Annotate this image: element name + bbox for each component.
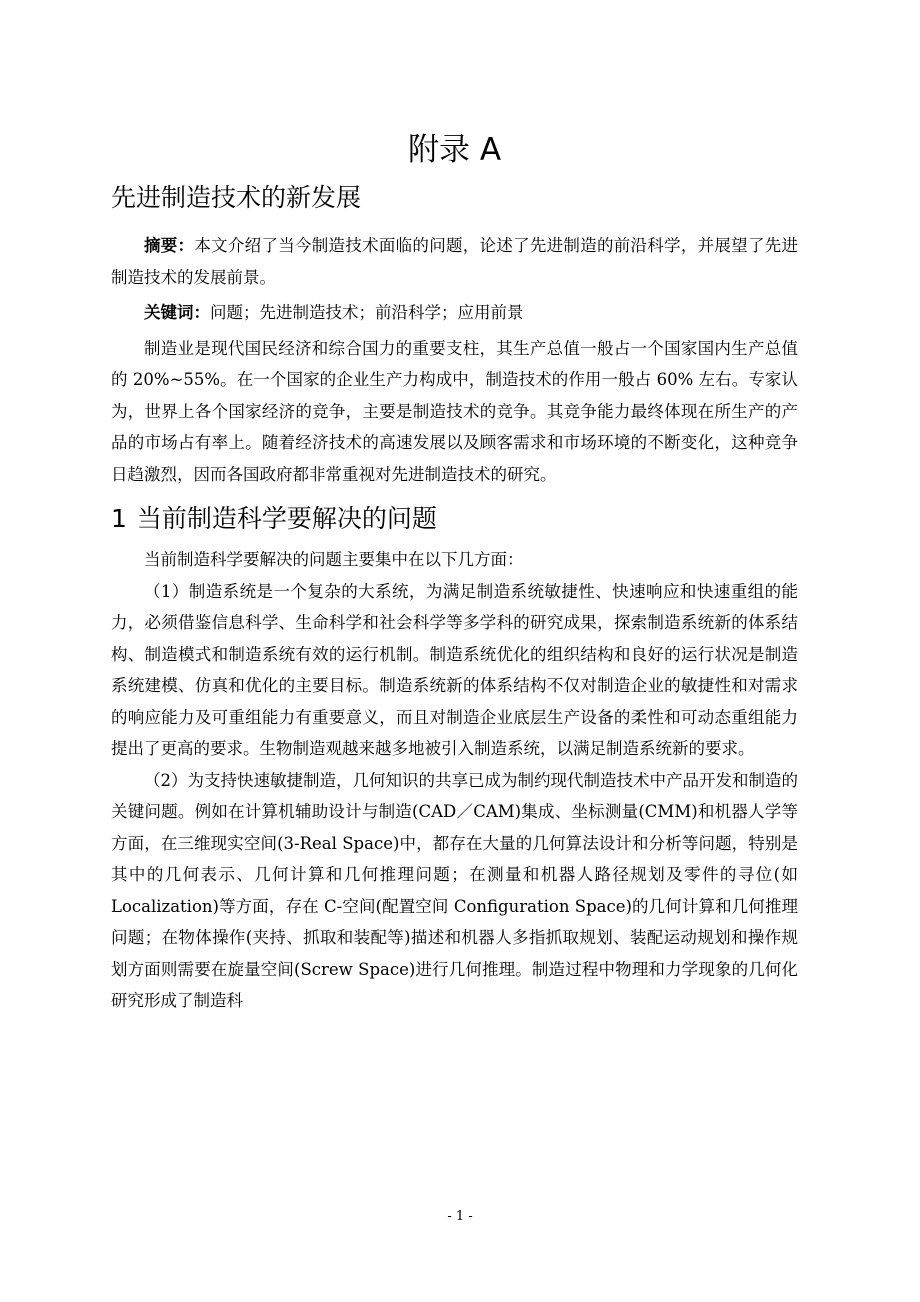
section-1-item-1: （1）制造系统是一个复杂的大系统，为满足制造系统敏捷性、快速响应和快速重组的能力，必须借鉴信息科学、生命科学和社会科学等多学科的研究成果，探索制造系统新的体系结构、制造模式和制造系统有效的运行机制。制造系统优化的组织结构和良好的运行状况是制造系统建模、仿真和优化的主要目标。制造系统新的体系结构不仅对制造企业的敏捷性和对需求的响应能力及可重组能力有重要意义，而且对制造企业底层生产设备的柔性和可动态重组能力提出了更高的要求。生物制造观越来越多地被引入制造系统，以满足制造系统新的要求。 (111, 581, 798, 758)
section-1-heading (111, 500, 798, 538)
keywords-paragraph (111, 297, 798, 329)
article-title: 先进制造技术的新发展 (111, 183, 362, 212)
section-1-lead: 当前制造科学要解决的问题主要集中在以下几方面： (144, 550, 524, 569)
section-1-number: 1 (111, 504, 127, 533)
abstract-text: 本文介绍了当今制造技术面临的问题，论述了先进制造的前沿科学，并展望了先进制造技术的发展前景。 (111, 236, 799, 287)
keywords-label: 关键词： (144, 303, 210, 322)
page-content (111, 128, 798, 1017)
section-1-item-2: （2）为支持快速敏捷制造，几何知识的共享已成为制约现代制造技术中产品开发和制造的关键问题。例如在计算机辅助设计与制造(CAD／CAM)集成、坐标测量(CMM)和机器人学等方面，在三维现实空间(3-Real Space)中，都存在大量的几何算法设计和分析等问题，特别是其中的几何表示、几何计算和几何推理问题；在测量和机器人路径规划及零件的寻位(如 Localization)等方面，存在 C-空间(配置空间 Configuration Space)的几何计算和几何推理问题；在物体操作(夹持、抓取和装配等)描述和机器人多指抓取规划、装配运动规划和操作规划方面则需要在旋量空间(Screw Space)进行几何推理。制造过程中物理和力学现象的几何化研究形成了制造科 (111, 770, 798, 1010)
section-1-title: 当前制造科学要解决的问题 (136, 504, 437, 533)
appendix-title: 附录 A (407, 132, 502, 168)
keywords-text: 问题；先进制造技术；前沿科学；应用前景 (210, 303, 524, 322)
intro-paragraph: 制造业是现代国民经济和综合国力的重要支柱，其生产总值一般占一个国家国内生产总值的 20%~55%。在一个国家的企业生产力构成中，制造技术的作用一般占 60% 左右。专家认为，世界上各个国家经济的竞争，主要是制造技术的竞争。其竞争能力最终体现在所生产的产品的市场占有率上。随着经济技术的高速发展以及顾客需求和市场环境的不断变化，这种竞争日趋激烈，因而各国政府都非常重视对先进制造技术的研究。 (111, 338, 798, 484)
abstract-label: 摘要： (144, 236, 195, 255)
page-number: - 1 - (447, 1209, 473, 1224)
abstract-paragraph (111, 230, 798, 293)
